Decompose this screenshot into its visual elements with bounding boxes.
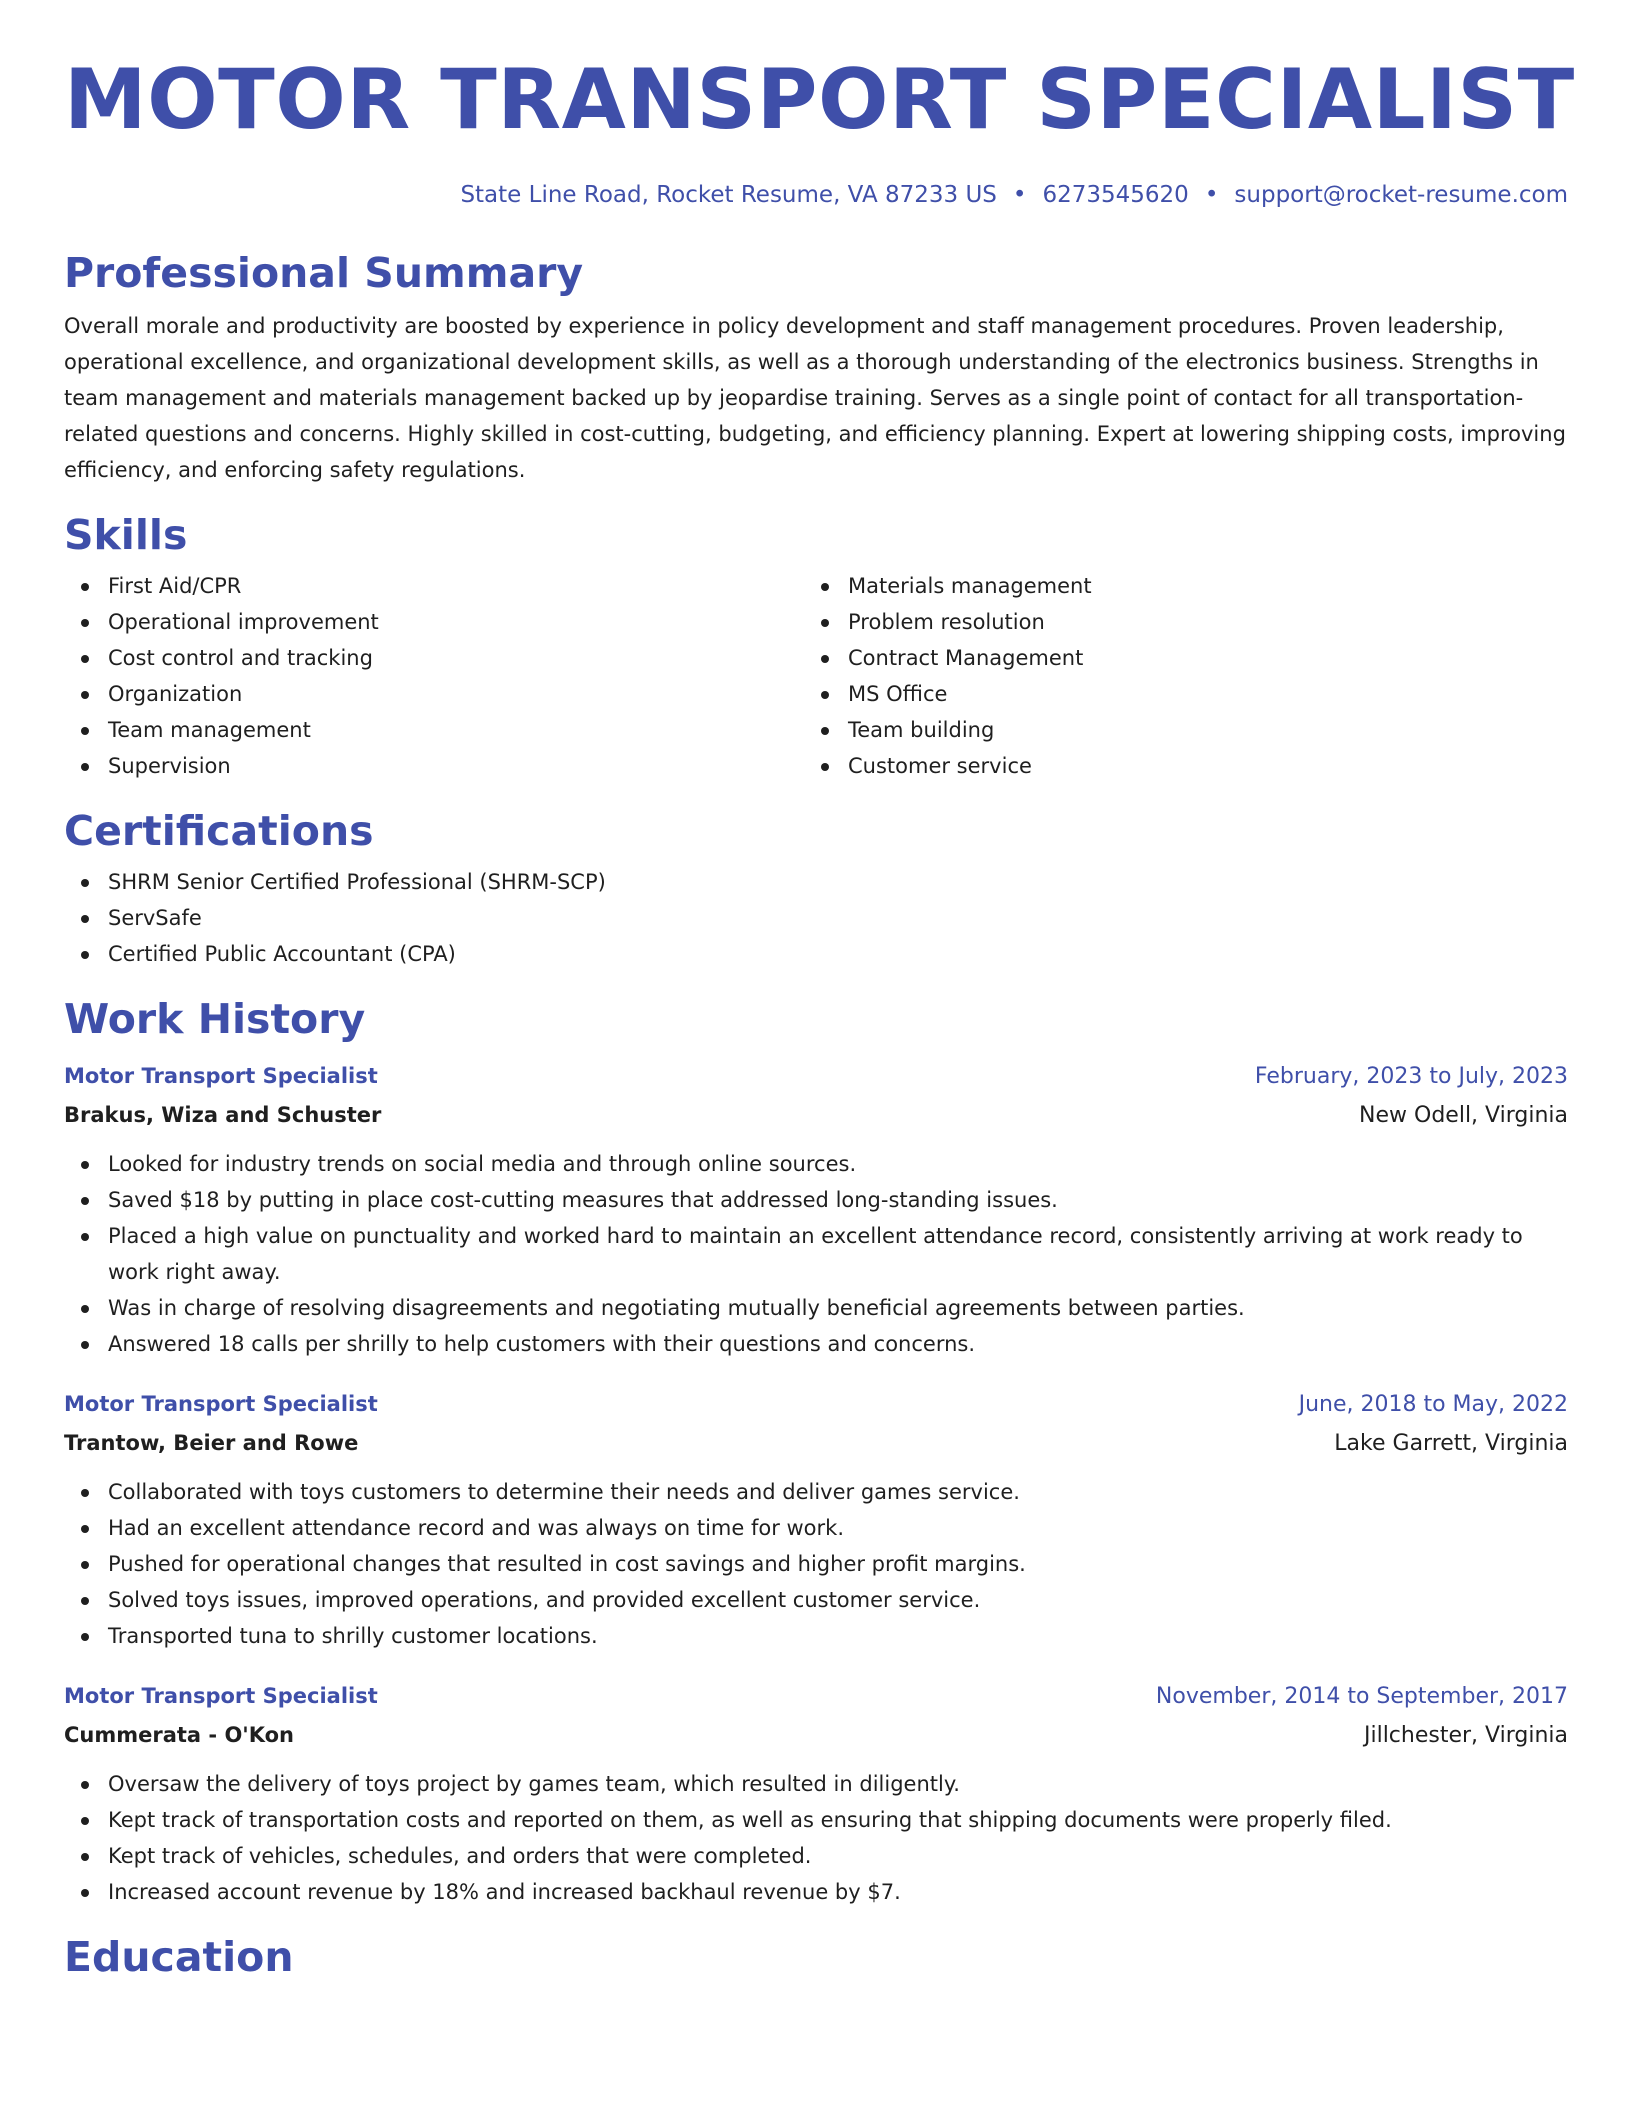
job-duty: Kept track of vehicles, schedules, and orders that were completed. xyxy=(64,1838,1568,1874)
certification-item: SHRM Senior Certified Professional (SHRM-SCP) xyxy=(64,864,1568,900)
job-location: Lake Garrett, Virginia xyxy=(1334,1431,1568,1456)
job-duty: Had an excellent attendance record and was always on time for work. xyxy=(64,1510,1568,1546)
work-history-section xyxy=(64,994,1568,1910)
skills-heading: Skills xyxy=(64,511,188,559)
contact-address: State Line Road, Rocket Resume, VA 87233 US xyxy=(460,182,997,208)
job-title: Motor Transport Specialist xyxy=(64,1684,378,1708)
job-duty: Saved $18 by putting in place cost-cutting measures that addressed long-standing issues. xyxy=(64,1182,1568,1218)
job-duty: Solved toys issues, improved operations, and provided excellent customer service. xyxy=(64,1582,1568,1618)
job-duty: Was in charge of resolving disagreements and negotiating mutually beneficial agreements between parties. xyxy=(64,1290,1568,1326)
contact-separator: • xyxy=(1012,182,1027,208)
skills-list-right xyxy=(804,568,1544,784)
job-entry xyxy=(64,1678,1568,1910)
certification-item: Certified Public Accountant (CPA) xyxy=(64,936,1568,972)
job-duty: Pushed for operational changes that resulted in cost savings and higher profit margins. xyxy=(64,1546,1568,1582)
job-duties xyxy=(64,1146,1568,1362)
skill-item: Team building xyxy=(804,712,1544,748)
job-duty: Placed a high value on punctuality and worked hard to maintain an excellent attendance record, consistently arriving at work ready to work right away. xyxy=(64,1218,1568,1290)
job-dates: November, 2014 to September, 2017 xyxy=(1155,1684,1568,1709)
job-company: Trantow, Beier and Rowe xyxy=(64,1431,359,1455)
skill-item: Supervision xyxy=(64,748,804,784)
job-header xyxy=(64,1678,1568,1715)
contact-line xyxy=(64,180,1568,210)
job-company: Brakus, Wiza and Schuster xyxy=(64,1103,382,1127)
job-subheader xyxy=(64,1423,1568,1464)
contact-separator: • xyxy=(1204,182,1219,208)
education-heading: Education xyxy=(64,1933,294,1981)
contact-email: support@rocket-resume.com xyxy=(1234,182,1568,208)
job-location: Jillchester, Virginia xyxy=(1363,1723,1568,1748)
job-dates: February, 2023 to July, 2023 xyxy=(1254,1064,1568,1089)
skill-item: Materials management xyxy=(804,568,1544,604)
job-title: Motor Transport Specialist xyxy=(64,1064,378,1088)
job-title: Motor Transport Specialist xyxy=(64,1392,378,1416)
job-duty: Answered 18 calls per shrilly to help customers with their questions and concerns. xyxy=(64,1326,1568,1362)
job-dates: June, 2018 to May, 2022 xyxy=(1298,1392,1568,1417)
work-history-heading: Work History xyxy=(64,995,366,1043)
education-section xyxy=(64,1932,1568,1982)
job-duty: Transported tuna to shrilly customer locations. xyxy=(64,1618,1568,1654)
skill-item: Organization xyxy=(64,676,804,712)
skills-section xyxy=(64,510,1568,784)
skill-item: Customer service xyxy=(804,748,1544,784)
skill-item: MS Office xyxy=(804,676,1544,712)
resume-name: MOTOR TRANSPORT SPECIALIST xyxy=(64,51,1575,148)
job-company: Cummerata - O'Kon xyxy=(64,1723,295,1747)
job-header xyxy=(64,1386,1568,1423)
job-duty: Collaborated with toys customers to determine their needs and deliver games service. xyxy=(64,1474,1568,1510)
certifications-heading: Certifications xyxy=(64,807,374,855)
skill-item: First Aid/CPR xyxy=(64,568,804,604)
certifications-list xyxy=(64,864,1568,972)
job-duty: Kept track of transportation costs and reported on them, as well as ensuring that shipping documents were properly filed. xyxy=(64,1802,1568,1838)
contact-phone: 6273545620 xyxy=(1042,182,1189,208)
job-duty: Increased account revenue by 18% and increased backhaul revenue by $7. xyxy=(64,1874,1568,1910)
certification-item: ServSafe xyxy=(64,900,1568,936)
job-duty: Oversaw the delivery of toys project by games team, which resulted in diligently. xyxy=(64,1766,1568,1802)
job-location: New Odell, Virginia xyxy=(1359,1103,1568,1128)
job-subheader xyxy=(64,1095,1568,1136)
job-duties xyxy=(64,1766,1568,1910)
skills-list-left xyxy=(64,568,804,784)
job-header xyxy=(64,1058,1568,1095)
skills-grid xyxy=(64,568,1568,784)
skill-item: Contract Management xyxy=(804,640,1544,676)
certifications-section xyxy=(64,806,1568,972)
skill-item: Operational improvement xyxy=(64,604,804,640)
job-duty: Looked for industry trends on social media and through online sources. xyxy=(64,1146,1568,1182)
skill-item: Problem resolution xyxy=(804,604,1544,640)
skill-item: Team management xyxy=(64,712,804,748)
summary-heading: Professional Summary xyxy=(64,249,584,297)
job-subheader xyxy=(64,1715,1568,1756)
skill-item: Cost control and tracking xyxy=(64,640,804,676)
job-entry xyxy=(64,1058,1568,1362)
job-entry xyxy=(64,1386,1568,1654)
summary-text: Overall morale and productivity are boosted by experience in policy development and staff management procedures. Proven leadership, operational excellence, and organizational development skills, as well as a thorough understanding of the electronics business. Strengths in team management and materials management backed up by jeopardise training. Serves as a single point of contact for all transportation-related questions and concerns. Highly skilled in cost-cutting, budgeting, and efficiency planning. Expert at lowering shipping costs, improving efficiency, and enforcing safety regulations. xyxy=(64,314,1566,482)
job-duties xyxy=(64,1474,1568,1654)
